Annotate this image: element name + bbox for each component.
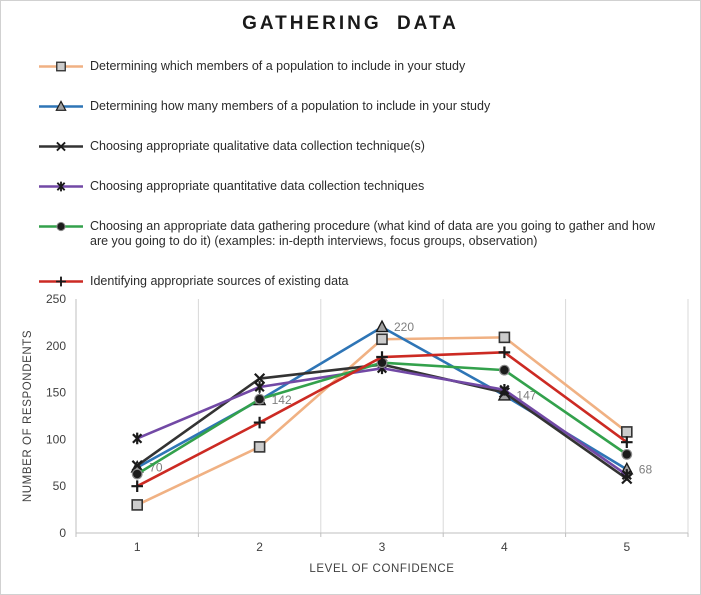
- legend-label: Determining how many members of a population to include in your study: [90, 99, 491, 113]
- data-label: 220: [394, 320, 415, 335]
- y-tick-label: 0: [59, 526, 66, 540]
- series-line-2: [137, 365, 627, 479]
- circle-marker: [255, 394, 265, 404]
- asterisk-legend-icon: [39, 180, 83, 193]
- x-tick-label: 4: [501, 540, 508, 554]
- square-marker: [499, 332, 509, 342]
- square-marker: [57, 62, 66, 71]
- legend-label: Identifying appropriate sources of existing data: [90, 274, 349, 288]
- legend-item-0: [39, 59, 679, 74]
- legend-item-3: [39, 179, 679, 194]
- x-tick-label: 2: [256, 540, 263, 554]
- y-tick-label: 100: [45, 432, 66, 447]
- legend-label: Choosing appropriate quantitative data collection techniques: [90, 179, 425, 193]
- y-axis-title: NUMBER OF RESPONDENTS: [22, 329, 34, 503]
- y-tick-label: 200: [45, 338, 66, 353]
- circle-marker: [622, 450, 632, 460]
- x-legend-icon: [39, 140, 83, 153]
- y-tick-label: 150: [45, 385, 66, 400]
- x-tick-label: 1: [133, 540, 141, 554]
- legend-item-1: [39, 99, 679, 114]
- plus-marker: [56, 277, 66, 287]
- circle-marker: [500, 365, 510, 375]
- x-axis-title: LEVEL OF CONFIDENCE: [309, 563, 455, 575]
- square-marker: [377, 334, 387, 344]
- chart-title: GATHERING DATA: [242, 13, 459, 34]
- triangle-marker: [377, 321, 388, 332]
- legend-label: Determining which members of a population to include in your study: [90, 59, 466, 73]
- series-line-4: [137, 363, 627, 474]
- data-label: 142: [271, 393, 292, 408]
- legend-label: Choosing appropriate qualitative data collection technique(s): [90, 139, 425, 153]
- y-tick-label: 50: [52, 479, 66, 494]
- legend-item-4: [39, 219, 679, 249]
- triangle-legend-icon: [39, 100, 83, 113]
- legend-item-2: [39, 139, 679, 154]
- x-tick-label: 3: [378, 540, 386, 554]
- square-marker: [622, 427, 632, 437]
- circle-marker: [132, 469, 142, 479]
- plus-marker: [131, 480, 143, 492]
- y-tick-label: 250: [45, 292, 66, 306]
- circle-marker: [57, 222, 65, 230]
- data-label: 70: [149, 460, 163, 475]
- circle-legend-icon: [39, 220, 83, 233]
- legend: [39, 59, 679, 289]
- line-chart: [1, 286, 701, 594]
- square-legend-icon: [39, 60, 83, 73]
- plus-marker: [254, 417, 266, 429]
- square-marker: [255, 442, 265, 452]
- data-label: 147: [516, 388, 537, 403]
- square-marker: [132, 500, 142, 510]
- data-label: 68: [638, 462, 653, 477]
- x-tick-label: 5: [623, 540, 631, 554]
- series-line-3: [137, 368, 627, 475]
- legend-label: Choosing an appropriate data gathering procedure (what kind of data are you going to gather and how are you going to do it) (examples: in-depth interviews, focus groups, observation): [90, 219, 655, 248]
